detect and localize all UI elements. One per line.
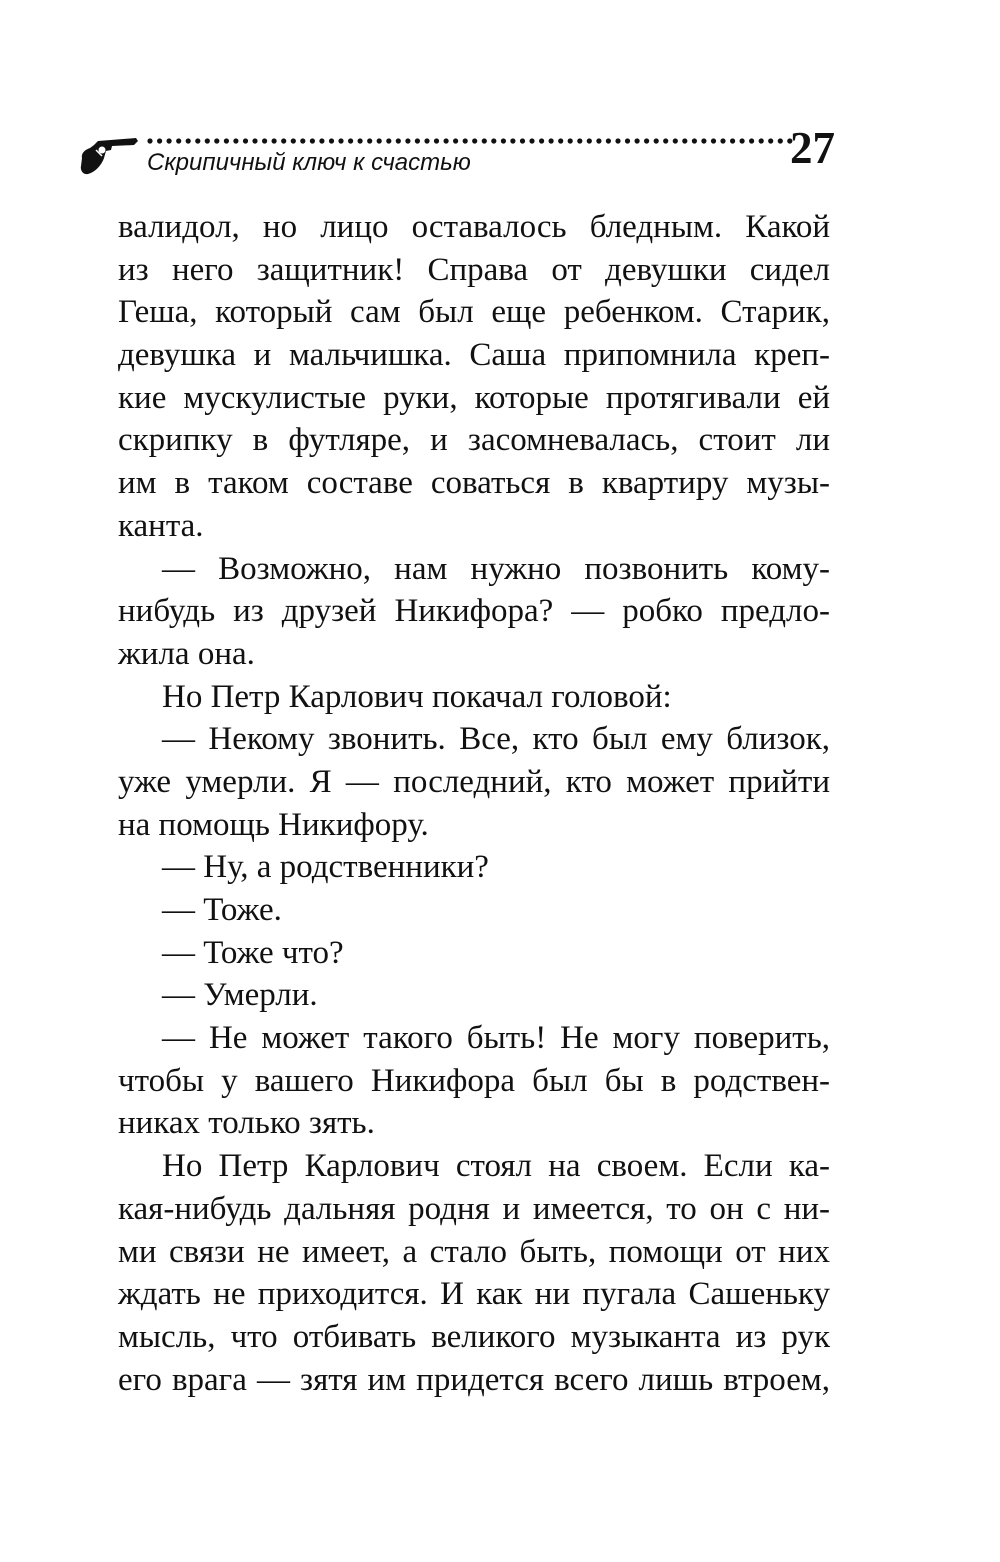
text-line: — Ну, а родственники? — [162, 849, 489, 886]
text-line: нибудь из друзей Никифора? — робко предло- — [118, 593, 830, 630]
text-line: чтобы у вашего Никифора был бы в родствен- — [118, 1062, 830, 1099]
page-number: 27 — [790, 123, 835, 173]
text-line: на помощь Никифору. — [118, 806, 429, 843]
text-line: Но Петр Карлович стоял на своем. Если ка- — [162, 1148, 830, 1185]
text-line: канта. — [118, 507, 204, 544]
text-line: из него защитник! Справа от девушки сидел — [118, 251, 830, 288]
text-line: Геша, который сам был еще ребенком. Старик, — [118, 294, 830, 331]
text-line: уже умерли. Я — последний, кто может прийти — [118, 763, 830, 800]
text-line: — Умерли. — [162, 977, 318, 1014]
text-line: кая-нибудь дальняя родня и имеется, то он с ни- — [118, 1190, 830, 1227]
text-line: ми связи не имеет, а стало быть, помощи от них — [118, 1233, 830, 1270]
text-line: — Тоже что? — [162, 934, 344, 971]
text-line: валидол, но лицо оставалось бледным. Какой — [118, 209, 830, 245]
text-line: — Возможно, нам нужно позвонить кому- — [162, 550, 830, 587]
text-line: жила она. — [118, 635, 255, 672]
text-line: никах только зять. — [118, 1105, 375, 1142]
text-line: — Не может такого быть! Не могу поверить, — [162, 1020, 830, 1057]
header-dotted-rule — [146, 136, 798, 146]
text-line: кие мускулистые руки, которые протягивали ей — [118, 379, 830, 416]
text-line: девушка и мальчишка. Саша припомнила креп- — [118, 337, 830, 374]
text-line: ждать не приходится. И как ни пугала Сашеньку — [118, 1276, 830, 1313]
text-line: им в таком составе соваться в квартиру музы- — [118, 465, 830, 502]
text-line: — Некому звонить. Все, кто был ему близок, — [162, 721, 830, 758]
text-line: его врага — зятя им придется всего лишь втроем, — [118, 1361, 830, 1398]
body-text — [118, 206, 830, 1401]
text-line: мысль, что отбивать великого музыканта из рук — [118, 1318, 830, 1355]
running-title: Скрипичный ключ к счастью — [147, 149, 471, 176]
page-header — [0, 0, 1000, 200]
text-line: Но Петр Карлович покачал головой: — [162, 678, 672, 715]
text-line: — Тоже. — [162, 892, 282, 928]
text-line: скрипку в футляре, и засомневалась, стоит ли — [118, 422, 830, 459]
revolver-icon — [78, 128, 142, 176]
